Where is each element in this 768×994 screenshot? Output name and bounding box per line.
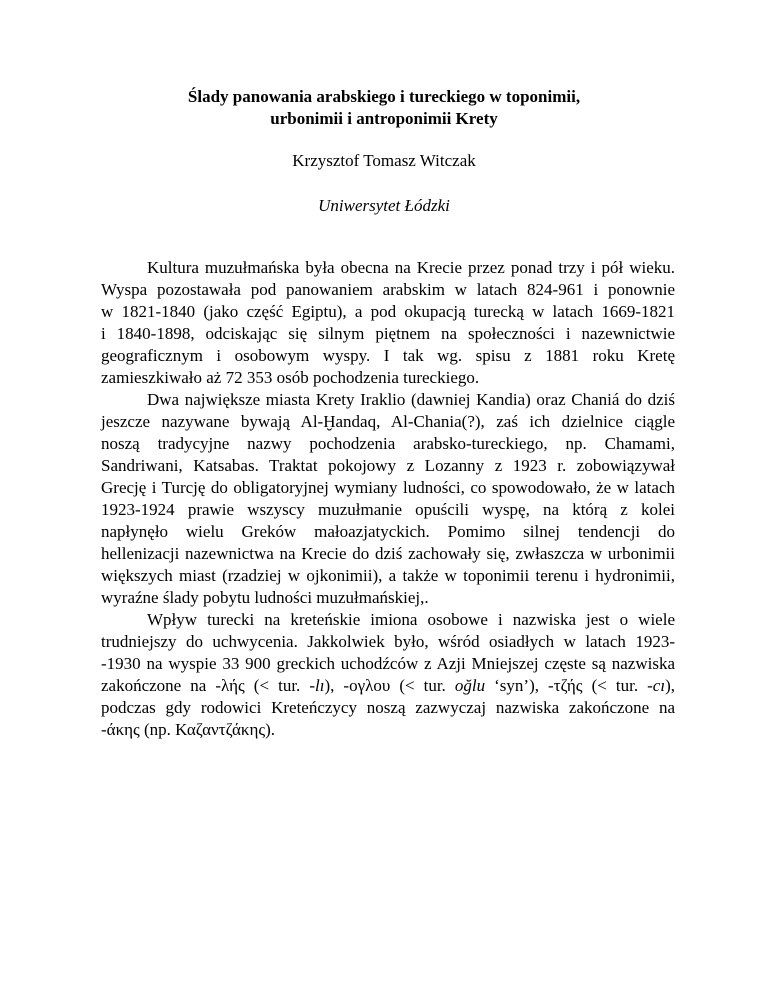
text-fragment: ),	[665, 676, 675, 695]
document-title	[0, 86, 768, 130]
paragraph-2-line: wyraźne ślady pobytu ludności muzułmańskiej,.	[101, 588, 429, 607]
turkish-suffix-ci: -cı	[647, 676, 666, 695]
affiliation: Uniwersytet Łódzki	[318, 196, 450, 215]
paragraph-2-line: Grecję i Turcję do obligatoryjnej wymiany ludności, co spowodowało, że w latach	[101, 478, 675, 497]
text-fragment: zakończone na -λής (< tur.	[101, 676, 310, 695]
paragraph-3-line: podczas gdy rodowici Kreteńczycy noszą zazwyczaj nazwiska zakończone na	[101, 698, 675, 717]
paragraph-2-line: 1923-1924 prawie wszyscy muzułmanie opuścili wyspę, na którą z kolei	[101, 500, 675, 519]
text-fragment: ), -ογλου (< tur.	[324, 676, 455, 695]
paragraph-3-line-suffixes	[101, 675, 675, 697]
paragraph-1-line: w 1821-1840 (jako część Egiptu), a pod okupacją turecką w latach 1669-1821	[101, 302, 675, 321]
paragraph-1-line: Kultura muzułmańska była obecna na Krecie przez ponad trzy i pół wieku.	[147, 258, 675, 277]
turkish-word-oglu: oğlu	[454, 676, 486, 695]
paragraph-1-line: zamieszkiwało aż 72 353 osób pochodzenia tureckiego.	[101, 368, 480, 387]
title-line-1: Ślady panowania arabskiego i tureckiego w toponimii,	[187, 87, 581, 106]
paragraph-3-line: -άκης (np. Καζαντζάκης).	[101, 720, 276, 739]
paragraph-1-line: Wyspa pozostawała pod panowaniem arabskim w latach 824-961 i ponownie	[101, 280, 675, 299]
paragraph-2-line: hellenizacji nazewnictwa na Krecie do dziś zachowały się, zwłaszcza w urbonimii	[101, 544, 675, 563]
paragraph-1-line: geograficznym i osobowym wyspy. I tak wg. spisu z 1881 roku Kretę	[101, 346, 675, 365]
paragraph-2-line: napłynęło wielu Greków małoazjatyckich. Pomimo silnej tendencji do	[101, 522, 675, 541]
title-line-2: urbonimii i antroponimii Krety	[270, 109, 498, 128]
paragraph-2-line: jeszcze nazywane bywają Al-Ḫandaq, Al-Chania(?), zaś ich dzielnice ciągle	[101, 412, 675, 431]
text-fragment: ‘syn’), -τζής (< tur.	[485, 676, 648, 695]
paragraph-2-line: większych miast (rzadziej w ojkonimii), a także w toponimii terenu i hydronimii,	[101, 566, 675, 585]
body-text	[101, 257, 675, 741]
author-name: Krzysztof Tomasz Witczak	[292, 151, 476, 170]
paragraph-3-line: trudniejszy do uchwycenia. Jakkolwiek było, wśród osiadłych w latach 1923-	[101, 632, 675, 651]
paragraph-2-line: Dwa największe miasta Krety Iraklio (dawniej Kandia) oraz Chaniá do dziś	[147, 390, 675, 409]
turkish-suffix-li: -lı	[309, 676, 325, 695]
paragraph-3-line: -1930 na wyspie 33 900 greckich uchodźców z Azji Mniejszej częste są nazwiska	[101, 654, 675, 673]
paragraph-1-line: i 1840-1898, odciskając się silnym piętnem na społeczności i nazewnictwie	[101, 324, 675, 343]
paragraph-2-line: noszą tradycyjne nazwy pochodzenia arabsko-tureckiego, np. Chamami,	[101, 434, 675, 453]
paragraph-3-line: Wpływ turecki na kreteńskie imiona osobowe i nazwiska jest o wiele	[147, 610, 675, 629]
paragraph-2-line: Sandriwani, Katsabas. Traktat pokojowy z Lozanny z 1923 r. zobowiązywał	[101, 456, 675, 475]
